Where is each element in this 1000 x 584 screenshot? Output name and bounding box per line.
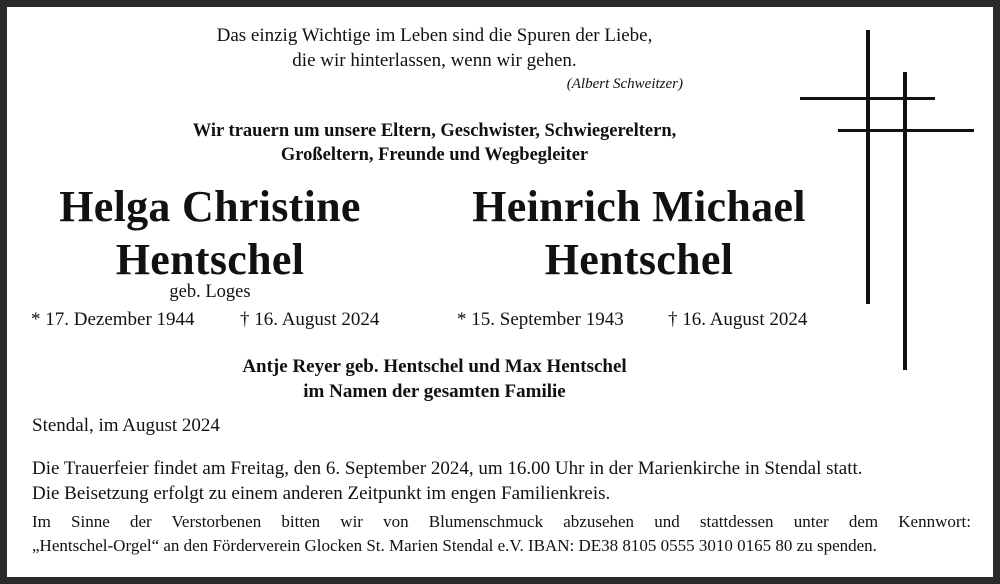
first-names: Helga Christine	[59, 182, 361, 231]
funeral-line-1: Die Trauerfeier findet am Freitag, den 6. September 2024, um 16.00 Uhr in der Marienkirche in Stendal statt.	[32, 458, 863, 479]
quote-line-2: die wir hinterlassen, wenn wir gehen.	[292, 50, 577, 71]
maiden-name: geb. Loges	[169, 282, 251, 302]
birth-date-heinrich: * 15. September 1943	[457, 309, 624, 330]
memorial-quote	[7, 23, 862, 73]
quote-author: (Albert Schweitzer)	[566, 76, 683, 92]
family-signature	[7, 354, 862, 404]
mourning-intro	[7, 119, 862, 167]
quote-line-1: Das einzig Wichtige im Leben sind die Spuren der Liebe,	[216, 25, 653, 46]
death-date-heinrich: † 16. August 2024	[668, 309, 808, 330]
surname: Hentschel	[544, 235, 734, 284]
birth-date-helga: * 17. Dezember 1944	[31, 309, 195, 330]
surname: Hentschel	[115, 235, 305, 284]
intro-line-2: Großeltern, Freunde und Wegbegleiter	[280, 145, 589, 165]
request-line-2: „Hentschel-Orgel“ an den Förderverein Glocken St. Marien Stendal e.V. IBAN: DE38 8105 0555 3010 0165 80 zu spenden.	[32, 536, 877, 555]
death-date-helga: † 16. August 2024	[240, 309, 380, 330]
intro-line-1: Wir trauern um unsere Eltern, Geschwister, Schwiegereltern,	[192, 121, 677, 141]
obituary-notice	[7, 7, 993, 577]
place-date: Stendal, im August 2024	[32, 415, 220, 436]
funeral-info	[32, 456, 863, 506]
donation-request	[32, 510, 971, 558]
request-line-1: Im Sinne der Verstorbenen bitten wir von Blumenschmuck abzusehen und stattdessen unter dem Kennwort:	[32, 512, 971, 531]
deceased-name-helga	[7, 180, 413, 286]
signature-line-2: im Namen der gesamten Familie	[303, 381, 566, 402]
first-names: Heinrich Michael	[472, 182, 806, 231]
funeral-line-2: Die Beisetzung erfolgt zu einem anderen Zeitpunkt im engen Familienkreis.	[32, 483, 611, 504]
deceased-name-heinrich	[429, 180, 849, 286]
double-cross-icon	[797, 30, 977, 375]
signature-line-1: Antje Reyer geb. Hentschel und Max Hentschel	[242, 356, 627, 377]
